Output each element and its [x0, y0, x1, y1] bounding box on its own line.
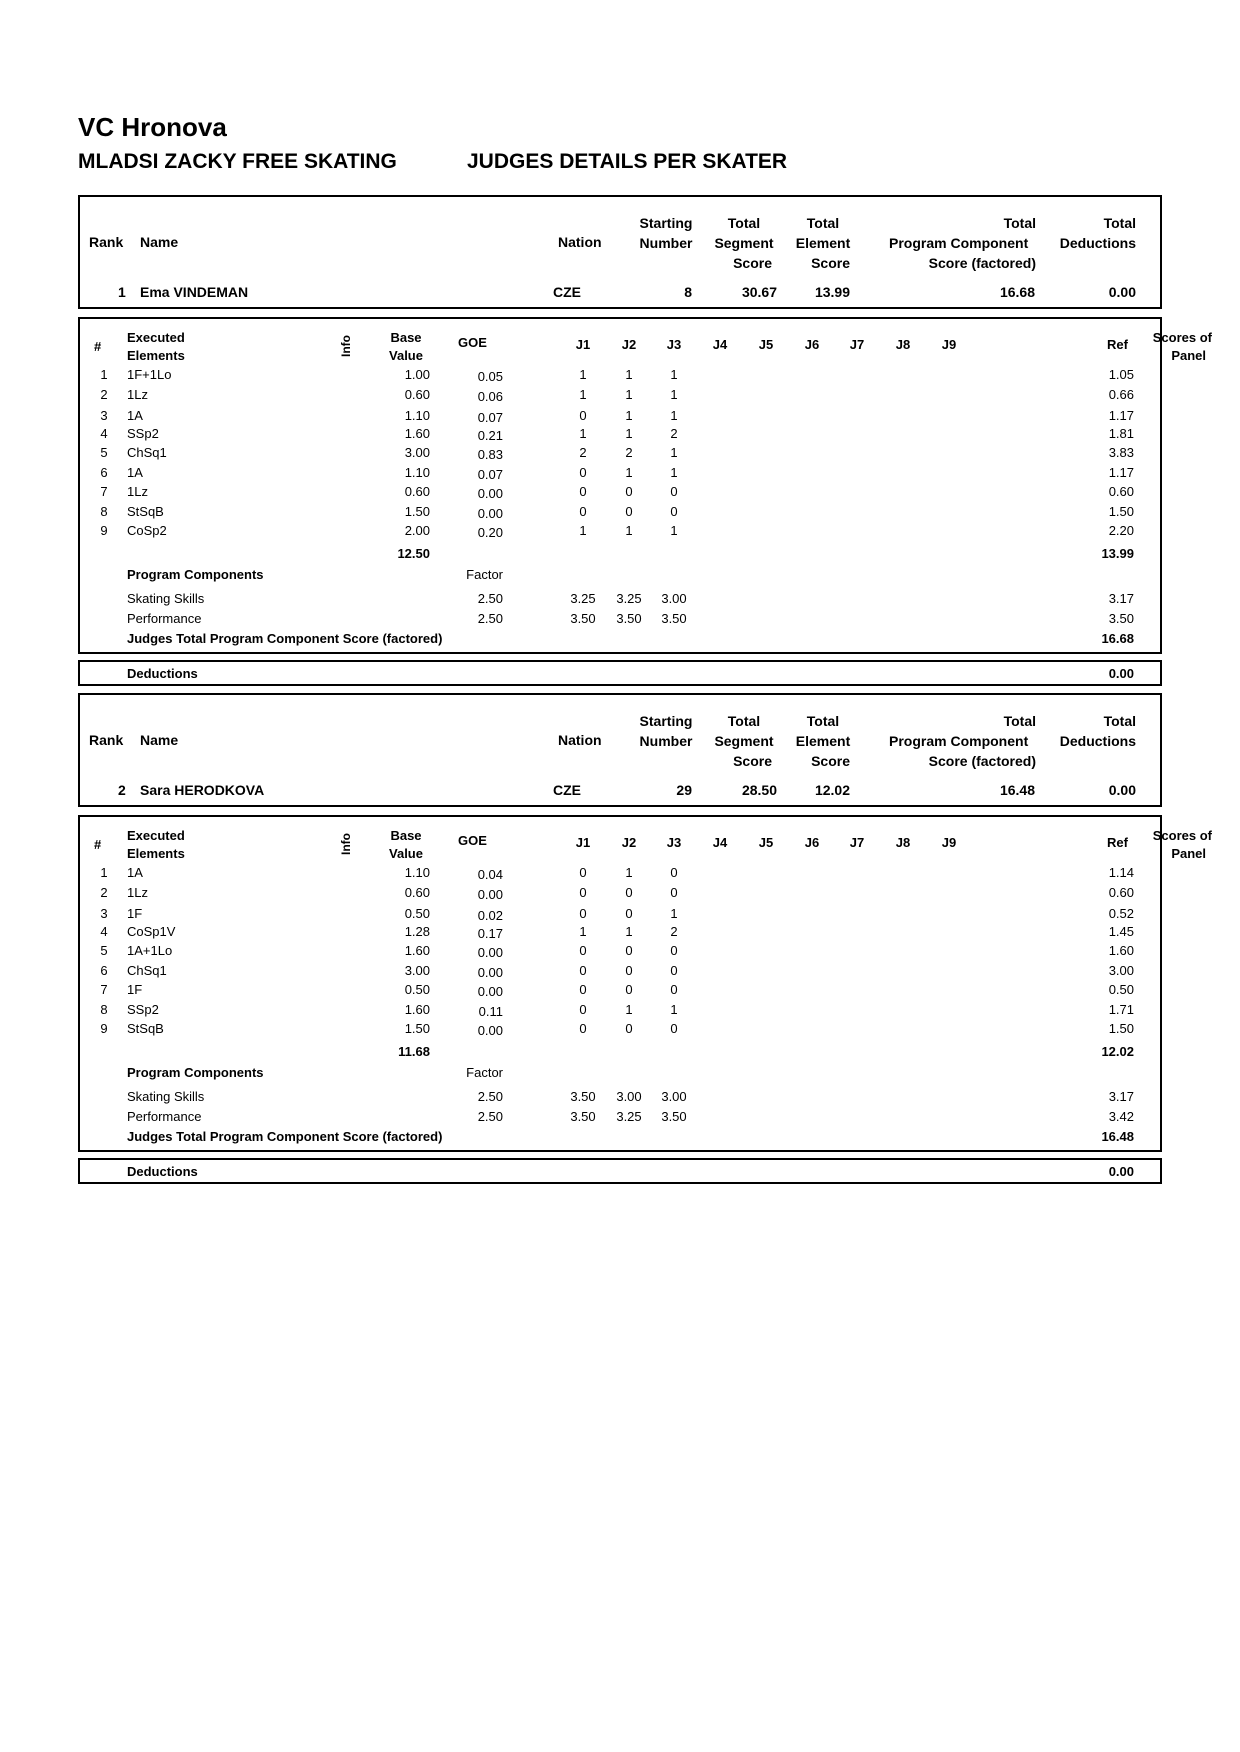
element-panel-score: 1.60: [1108, 943, 1134, 958]
base-value-total: 12.50: [397, 546, 430, 561]
judge-label-j5: J5: [758, 835, 774, 850]
element-judge-score: 0: [579, 963, 587, 978]
deductions-row-label: Deductions: [127, 1164, 198, 1179]
element-judge-score: 1: [625, 523, 633, 538]
pcs-label: Total: [1003, 713, 1036, 729]
element-judge-score: 1: [625, 1002, 633, 1017]
element-base-value: 0.60: [404, 484, 430, 499]
element-code: 1A: [127, 465, 143, 480]
element-judge-score: 0: [670, 1021, 678, 1036]
component-panel-score: 3.50: [1108, 611, 1134, 626]
skater-tes: 13.99: [814, 284, 850, 300]
element-judge-score: 1: [625, 426, 633, 441]
element-goe: 0.00: [477, 486, 503, 501]
component-panel-score: 3.17: [1108, 1089, 1134, 1104]
component-factor: 2.50: [477, 1109, 503, 1124]
skater-starting-number: 8: [684, 284, 692, 300]
factor-label: Factor: [466, 567, 503, 582]
component-factor: 2.50: [477, 611, 503, 626]
element-judge-score: 0: [625, 484, 633, 499]
element-goe: 0.83: [477, 447, 503, 462]
element-goe: 0.00: [477, 887, 503, 902]
element-panel-score: 1.50: [1108, 1021, 1134, 1036]
element-judge-score: 0: [670, 504, 678, 519]
deductions-label: Total: [1103, 215, 1136, 231]
pcs-label: Total: [1003, 215, 1036, 231]
skater-rank: 2: [118, 782, 126, 798]
element-panel-score: 1.50: [1108, 504, 1134, 519]
element-number: 2: [100, 885, 108, 900]
element-code: ChSq1: [127, 445, 167, 460]
element-number: 8: [100, 504, 108, 519]
element-judge-score: 0: [579, 885, 587, 900]
element-judge-score: 0: [579, 1002, 587, 1017]
elements-score-total: 13.99: [1101, 546, 1134, 561]
element-code: 1Lz: [127, 387, 148, 402]
tes-label: Element: [795, 733, 851, 749]
element-judge-score: 0: [625, 504, 633, 519]
element-panel-score: 1.81: [1108, 426, 1134, 441]
element-judge-score: 1: [670, 1002, 678, 1017]
component-panel-score: 3.42: [1108, 1109, 1134, 1124]
executed-elements-label: Executed: [127, 330, 185, 345]
element-base-value: 3.00: [404, 445, 430, 460]
tss-label: Score: [733, 753, 772, 769]
element-judge-score: 1: [579, 426, 587, 441]
element-code: 1A: [127, 408, 143, 423]
element-judge-score: 1: [670, 523, 678, 538]
skater-nation: CZE: [553, 782, 581, 798]
element-panel-score: 1.45: [1108, 924, 1134, 939]
base-value-label: Value: [389, 846, 423, 861]
element-number: 8: [100, 1002, 108, 1017]
skater-rank: 1: [118, 284, 126, 300]
skater-nation: CZE: [553, 284, 581, 300]
element-judge-score: 1: [625, 387, 633, 402]
element-code: CoSp1V: [127, 924, 176, 939]
tss-label: Score: [733, 255, 772, 271]
judge-label-j6: J6: [804, 337, 820, 352]
element-number: 7: [100, 982, 108, 997]
element-goe: 0.07: [477, 467, 503, 482]
factor-label: Factor: [466, 1065, 503, 1080]
scores-of-panel-label: Scores of: [1152, 828, 1212, 843]
program-components-label: Program Components: [127, 567, 264, 582]
element-number: 9: [100, 1021, 108, 1036]
tss-label: Total: [727, 215, 761, 231]
element-judge-score: 0: [670, 484, 678, 499]
judge-label-j7: J7: [849, 835, 865, 850]
info-label: Info: [339, 335, 353, 357]
deductions-label: Deductions: [1059, 733, 1136, 749]
element-judge-score: 1: [625, 408, 633, 423]
element-number: 1: [100, 367, 108, 382]
element-base-value: 3.00: [404, 963, 430, 978]
element-base-value: 1.10: [404, 408, 430, 423]
element-number: 6: [100, 963, 108, 978]
element-goe: 0.00: [477, 965, 503, 980]
element-base-value: 2.00: [404, 523, 430, 538]
pcs-label: Score (factored): [928, 255, 1036, 271]
judge-label-j3: J3: [666, 835, 682, 850]
judge-label-j3: J3: [666, 337, 682, 352]
element-goe: 0.11: [478, 1004, 503, 1019]
deductions-label: Deductions: [1059, 235, 1136, 251]
element-panel-score: 0.66: [1108, 387, 1134, 402]
element-judge-score: 0: [670, 865, 678, 880]
tes-label: Total: [806, 215, 840, 231]
element-number: 5: [100, 445, 108, 460]
element-number: 3: [100, 408, 108, 423]
skater-deductions: 0.00: [1108, 284, 1136, 300]
component-judge-score: 3.50: [570, 611, 596, 626]
element-judge-score: 2: [625, 445, 633, 460]
element-judge-score: 1: [579, 523, 587, 538]
element-judge-score: 0: [670, 943, 678, 958]
component-factor: 2.50: [477, 591, 503, 606]
element-judge-score: 2: [670, 924, 678, 939]
element-judge-score: 1: [670, 445, 678, 460]
starting-number-label: Number: [639, 733, 693, 749]
element-judge-score: 0: [579, 408, 587, 423]
element-judge-score: 0: [579, 865, 587, 880]
judge-label-j7: J7: [849, 337, 865, 352]
element-judge-score: 0: [625, 943, 633, 958]
element-base-value: 1.60: [404, 426, 430, 441]
element-judge-score: 2: [579, 445, 587, 460]
name-label: Name: [140, 732, 179, 748]
element-panel-score: 1.71: [1108, 1002, 1134, 1017]
element-base-value: 1.10: [404, 465, 430, 480]
pcs-label: Score (factored): [928, 753, 1036, 769]
component-judge-score: 3.00: [661, 1089, 687, 1104]
element-base-value: 1.50: [404, 1021, 430, 1036]
element-judge-score: 0: [625, 906, 633, 921]
element-goe: 0.20: [477, 525, 503, 540]
element-number: 9: [100, 523, 108, 538]
element-number: 6: [100, 465, 108, 480]
element-base-value: 1.10: [404, 865, 430, 880]
component-judge-score: 3.50: [661, 611, 687, 626]
event-title: VC Hronova: [78, 112, 227, 142]
element-panel-score: 3.00: [1108, 963, 1134, 978]
skater-header-box: [78, 693, 1162, 807]
element-judge-score: 1: [625, 924, 633, 939]
executed-elements-label: Elements: [127, 846, 185, 861]
element-judge-score: 0: [670, 982, 678, 997]
element-panel-score: 1.05: [1108, 367, 1134, 382]
element-goe: 0.00: [477, 984, 503, 999]
base-value-label: Base: [390, 828, 422, 843]
element-goe: 0.06: [477, 389, 503, 404]
element-judge-score: 0: [579, 465, 587, 480]
base-value-label: Base: [390, 330, 422, 345]
element-judge-score: 1: [670, 387, 678, 402]
scores-of-panel-label: Panel: [1171, 348, 1206, 363]
component-judge-score: 3.25: [616, 591, 642, 606]
element-code: 1A+1Lo: [127, 943, 173, 958]
executed-elements-label: Elements: [127, 348, 185, 363]
judge-label-j4: J4: [712, 337, 728, 352]
element-panel-score: 2.20: [1108, 523, 1134, 538]
deductions-row-label: Deductions: [127, 666, 198, 681]
element-judge-score: 0: [579, 906, 587, 921]
judge-label-j1: J1: [575, 337, 591, 352]
deductions-row-value: 0.00: [1108, 666, 1134, 681]
judges-total-pcs-value: 16.48: [1101, 1129, 1134, 1144]
element-code: ChSq1: [127, 963, 167, 978]
element-code: 1F: [127, 982, 143, 997]
element-judge-score: 1: [625, 367, 633, 382]
goe-label: GOE: [458, 335, 487, 350]
starting-number-label: Number: [639, 235, 693, 251]
report-title: JUDGES DETAILS PER SKATER: [467, 150, 788, 173]
element-judge-score: 1: [670, 367, 678, 382]
element-code: StSqB: [127, 504, 164, 519]
element-base-value: 0.60: [404, 387, 430, 402]
element-number: 4: [100, 924, 108, 939]
skater-pcs: 16.68: [999, 284, 1035, 300]
element-goe: 0.17: [477, 926, 503, 941]
starting-number-label: Starting: [639, 713, 693, 729]
judge-label-j1: J1: [575, 835, 591, 850]
element-panel-score: 0.52: [1108, 906, 1134, 921]
element-judge-score: 0: [625, 885, 633, 900]
component-name: Performance: [127, 611, 202, 626]
component-judge-score: 3.25: [570, 591, 596, 606]
nation-label: Nation: [558, 732, 602, 748]
element-judge-score: 2: [670, 426, 678, 441]
tes-label: Total: [806, 713, 840, 729]
element-base-value: 1.60: [404, 1002, 430, 1017]
element-judge-score: 1: [579, 387, 587, 402]
element-panel-score: 1.14: [1108, 865, 1134, 880]
component-name: Skating Skills: [127, 591, 205, 606]
deductions-box: [78, 1158, 1162, 1184]
element-judge-score: 1: [670, 906, 678, 921]
deductions-row-value: 0.00: [1108, 1164, 1134, 1179]
element-code: SSp2: [127, 1002, 159, 1017]
component-judge-score: 3.50: [570, 1109, 596, 1124]
element-judge-score: 0: [579, 943, 587, 958]
judge-label-j9: J9: [941, 337, 957, 352]
base-value-total: 11.68: [398, 1044, 430, 1059]
ref-label: Ref: [1107, 337, 1128, 352]
skater-name: Sara HERODKOVA: [140, 782, 265, 798]
judges-total-pcs-label: Judges Total Program Component Score (factored): [127, 631, 443, 646]
tss-label: Segment: [714, 733, 774, 749]
element-goe: 0.05: [477, 369, 503, 384]
element-judge-score: 1: [579, 367, 587, 382]
skater-header-box: [78, 195, 1162, 309]
judge-label-j2: J2: [621, 835, 637, 850]
element-base-value: 1.28: [404, 924, 430, 939]
element-base-value: 0.60: [404, 885, 430, 900]
element-code: 1A: [127, 865, 143, 880]
element-code: 1F+1Lo: [127, 367, 172, 382]
component-judge-score: 3.00: [616, 1089, 642, 1104]
tes-label: Score: [811, 753, 850, 769]
element-panel-score: 1.17: [1108, 408, 1134, 423]
element-judge-score: 0: [579, 1021, 587, 1036]
element-panel-score: 3.83: [1108, 445, 1134, 460]
num-label: #: [94, 837, 102, 852]
element-code: 1F: [127, 906, 143, 921]
element-goe: 0.04: [477, 867, 503, 882]
element-goe: 0.07: [477, 410, 503, 425]
component-judge-score: 3.50: [661, 1109, 687, 1124]
judge-label-j9: J9: [941, 835, 957, 850]
ref-label: Ref: [1107, 835, 1128, 850]
element-judge-score: 0: [670, 885, 678, 900]
judges-total-pcs-label: Judges Total Program Component Score (factored): [127, 1129, 443, 1144]
info-label: Info: [339, 833, 353, 855]
tss-label: Total: [727, 713, 761, 729]
element-judge-score: 1: [670, 408, 678, 423]
judge-label-j2: J2: [621, 337, 637, 352]
element-judge-score: 1: [670, 465, 678, 480]
judge-label-j4: J4: [712, 835, 728, 850]
element-base-value: 1.00: [404, 367, 430, 382]
tes-label: Score: [811, 255, 850, 271]
skater-tss: 30.67: [741, 284, 777, 300]
element-goe: 0.00: [477, 945, 503, 960]
judge-label-j6: J6: [804, 835, 820, 850]
program-components-label: Program Components: [127, 1065, 264, 1080]
rank-label: Rank: [89, 732, 124, 748]
element-judge-score: 0: [579, 982, 587, 997]
tss-label: Segment: [714, 235, 774, 251]
deductions-label: Total: [1103, 713, 1136, 729]
rank-label: Rank: [89, 234, 124, 250]
judge-label-j5: J5: [758, 337, 774, 352]
element-goe: 0.00: [477, 506, 503, 521]
skater-tss: 28.50: [741, 782, 777, 798]
component-judge-score: 3.50: [570, 1089, 596, 1104]
elements-box: [78, 317, 1212, 654]
element-code: 1Lz: [127, 885, 148, 900]
skater-deductions: 0.00: [1108, 782, 1136, 798]
element-judge-score: 0: [670, 963, 678, 978]
element-goe: 0.21: [477, 428, 503, 443]
element-base-value: 0.50: [404, 906, 430, 921]
component-factor: 2.50: [477, 1089, 503, 1104]
elements-box: [78, 815, 1212, 1152]
judge-label-j8: J8: [895, 337, 911, 352]
skater-name: Ema VINDEMAN: [140, 284, 249, 300]
element-panel-score: 0.50: [1108, 982, 1134, 997]
element-judge-score: 0: [625, 963, 633, 978]
element-code: 1Lz: [127, 484, 148, 499]
element-number: 1: [100, 865, 108, 880]
component-judge-score: 3.25: [616, 1109, 642, 1124]
tes-label: Element: [795, 235, 851, 251]
judges-total-pcs-value: 16.68: [1101, 631, 1134, 646]
category-title: MLADSI ZACKY FREE SKATING: [78, 150, 397, 173]
element-judge-score: 0: [579, 484, 587, 499]
element-code: CoSp2: [127, 523, 167, 538]
pcs-label: Program Component: [889, 733, 1029, 749]
executed-elements-label: Executed: [127, 828, 185, 843]
element-number: 5: [100, 943, 108, 958]
name-label: Name: [140, 234, 179, 250]
element-goe: 0.00: [477, 1023, 503, 1038]
scores-of-panel-label: Panel: [1171, 846, 1206, 861]
goe-label: GOE: [458, 833, 487, 848]
element-panel-score: 1.17: [1108, 465, 1134, 480]
deductions-box: [78, 660, 1162, 686]
element-number: 3: [100, 906, 108, 921]
element-judge-score: 1: [579, 924, 587, 939]
skater-pcs: 16.48: [999, 782, 1035, 798]
element-judge-score: 0: [625, 982, 633, 997]
elements-score-total: 12.02: [1101, 1044, 1134, 1059]
element-base-value: 1.50: [404, 504, 430, 519]
element-goe: 0.02: [477, 908, 503, 923]
component-judge-score: 3.00: [661, 591, 687, 606]
pcs-label: Program Component: [889, 235, 1029, 251]
element-panel-score: 0.60: [1108, 885, 1134, 900]
component-panel-score: 3.17: [1108, 591, 1134, 606]
num-label: #: [94, 339, 102, 354]
element-judge-score: 0: [579, 504, 587, 519]
element-judge-score: 1: [625, 465, 633, 480]
element-code: SSp2: [127, 426, 159, 441]
nation-label: Nation: [558, 234, 602, 250]
judge-label-j8: J8: [895, 835, 911, 850]
element-number: 2: [100, 387, 108, 402]
element-number: 4: [100, 426, 108, 441]
element-number: 7: [100, 484, 108, 499]
element-code: StSqB: [127, 1021, 164, 1036]
starting-number-label: Starting: [639, 215, 693, 231]
component-name: Performance: [127, 1109, 202, 1124]
element-judge-score: 1: [625, 865, 633, 880]
element-judge-score: 0: [625, 1021, 633, 1036]
skater-tes: 12.02: [814, 782, 850, 798]
element-panel-score: 0.60: [1108, 484, 1134, 499]
element-base-value: 1.60: [404, 943, 430, 958]
component-judge-score: 3.50: [616, 611, 642, 626]
scores-of-panel-label: Scores of: [1152, 330, 1212, 345]
element-base-value: 0.50: [404, 982, 430, 997]
base-value-label: Value: [389, 348, 423, 363]
component-name: Skating Skills: [127, 1089, 205, 1104]
skater-starting-number: 29: [676, 782, 692, 798]
